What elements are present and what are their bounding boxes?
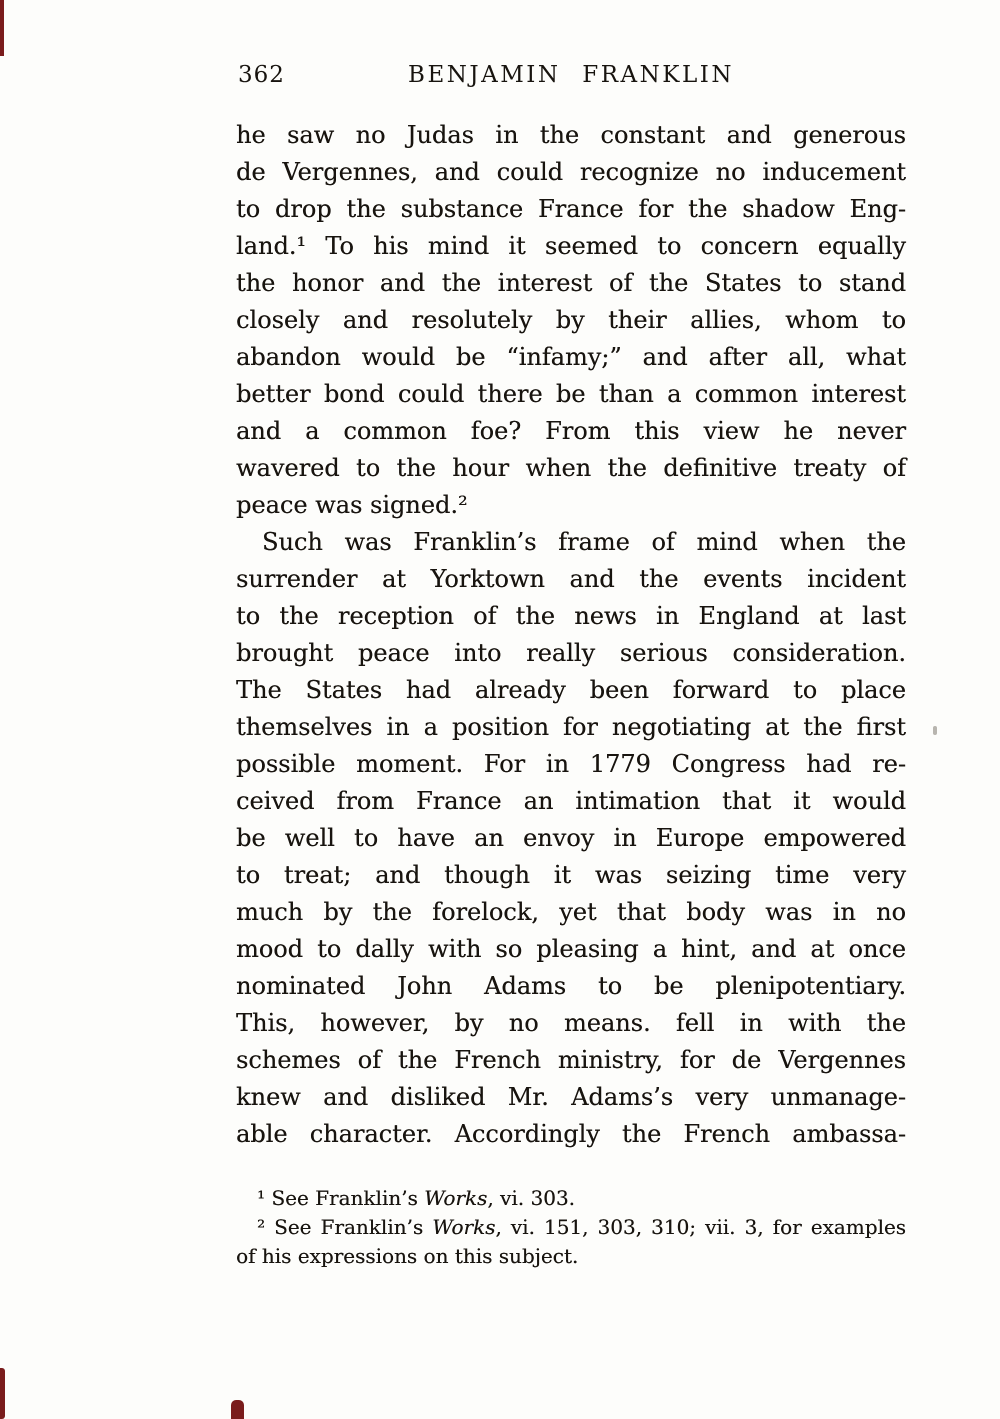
text-line bbox=[236, 672, 906, 709]
text-line bbox=[236, 857, 906, 894]
text-segment: brought peace into really serious consideration. bbox=[236, 639, 906, 667]
text-segment: surrender at Yorktown and the events incident bbox=[236, 565, 906, 593]
page-number: 362 bbox=[238, 62, 285, 88]
text-line bbox=[236, 561, 906, 598]
text-segment: wavered to the hour when the definitive treaty of bbox=[236, 454, 906, 482]
text-segment: Such was Franklin’s frame of mind when the bbox=[262, 528, 906, 556]
text-line bbox=[236, 1005, 906, 1042]
text-line bbox=[236, 117, 906, 154]
text-line bbox=[236, 191, 906, 228]
text-line bbox=[236, 450, 906, 487]
scan-artifact bbox=[0, 0, 4, 56]
running-title: BENJAMIN FRANKLIN bbox=[408, 62, 734, 88]
text-block bbox=[236, 62, 906, 1271]
text-segment: ¹ See Franklin’s bbox=[257, 1186, 425, 1210]
body-text bbox=[236, 117, 906, 1153]
text-segment: , vi. 151, 303, 310; vii. 3, for examples bbox=[495, 1215, 906, 1239]
text-line bbox=[236, 265, 906, 302]
text-segment: possible moment. For in 1779 Congress had re- bbox=[236, 750, 906, 778]
text-segment: to treat; and though it was seizing time very bbox=[236, 861, 906, 889]
text-line bbox=[236, 1242, 906, 1271]
text-segment: schemes of the French ministry, for de Vergennes bbox=[236, 1046, 906, 1074]
text-segment: land.¹ To his mind it seemed to concern equally bbox=[236, 232, 906, 260]
text-line bbox=[236, 339, 906, 376]
italic-work-title: Works bbox=[432, 1215, 496, 1239]
text-segment: to the reception of the news in England at last bbox=[236, 602, 906, 630]
scan-artifact bbox=[0, 1368, 5, 1419]
text-segment: closely and resolutely by their allies, whom to bbox=[236, 306, 906, 334]
text-line bbox=[236, 487, 906, 524]
text-segment: be well to have an envoy in Europe empowered bbox=[236, 824, 906, 852]
text-segment: The States had already been forward to place bbox=[236, 676, 906, 704]
text-segment: and a common foe? From this view he never bbox=[236, 417, 906, 445]
text-line bbox=[236, 820, 906, 857]
text-segment: much by the forelock, yet that body was in no bbox=[236, 898, 906, 926]
text-segment: de Vergennes, and could recognize no inducement bbox=[236, 158, 906, 186]
text-line bbox=[236, 709, 906, 746]
text-segment: able character. Accordingly the French ambassa- bbox=[236, 1120, 906, 1148]
paragraph bbox=[236, 524, 906, 1153]
text-segment: ceived from France an intimation that it would bbox=[236, 787, 906, 815]
text-line bbox=[236, 894, 906, 931]
text-segment: better bond could there be than a common interest bbox=[236, 380, 906, 408]
text-line bbox=[236, 1079, 906, 1116]
text-segment: nominated John Adams to be plenipotentiary. bbox=[236, 972, 906, 1000]
scan-speck bbox=[933, 726, 937, 735]
text-segment: of his expressions on this subject. bbox=[236, 1244, 579, 1268]
paragraph bbox=[236, 117, 906, 524]
text-segment: This, however, by no means. fell in with the bbox=[236, 1009, 906, 1037]
text-line bbox=[236, 154, 906, 191]
text-line bbox=[236, 1116, 906, 1153]
footnote bbox=[236, 1184, 906, 1213]
text-line bbox=[236, 376, 906, 413]
text-line bbox=[236, 413, 906, 450]
footnote bbox=[236, 1213, 906, 1271]
text-line bbox=[236, 931, 906, 968]
text-segment: mood to dally with so pleasing a hint, and at once bbox=[236, 935, 906, 963]
italic-work-title: Works bbox=[424, 1186, 488, 1210]
text-segment: peace was signed.² bbox=[236, 491, 468, 519]
text-segment: abandon would be “infamy;” and after all, what bbox=[236, 343, 906, 371]
text-line bbox=[236, 228, 906, 265]
text-line bbox=[236, 524, 906, 561]
text-segment: ² See Franklin’s bbox=[257, 1215, 433, 1239]
text-segment: the honor and the interest of the States to stand bbox=[236, 269, 906, 297]
text-segment: to drop the substance France for the shadow Eng- bbox=[236, 195, 906, 223]
text-line bbox=[236, 746, 906, 783]
text-line bbox=[236, 598, 906, 635]
text-line bbox=[236, 1042, 906, 1079]
footnotes bbox=[236, 1184, 906, 1271]
text-line bbox=[236, 635, 906, 672]
text-line bbox=[236, 1213, 906, 1242]
text-line bbox=[236, 1184, 906, 1213]
page-header bbox=[236, 62, 906, 89]
text-line bbox=[236, 783, 906, 820]
text-segment: knew and disliked Mr. Adams’s very unmanage- bbox=[236, 1083, 906, 1111]
text-line bbox=[236, 968, 906, 1005]
text-segment: he saw no Judas in the constant and generous bbox=[236, 121, 906, 149]
text-segment: , vi. 303. bbox=[487, 1186, 575, 1210]
scan-artifact bbox=[231, 1400, 244, 1419]
text-line bbox=[236, 302, 906, 339]
text-segment: themselves in a position for negotiating at the first bbox=[236, 713, 906, 741]
